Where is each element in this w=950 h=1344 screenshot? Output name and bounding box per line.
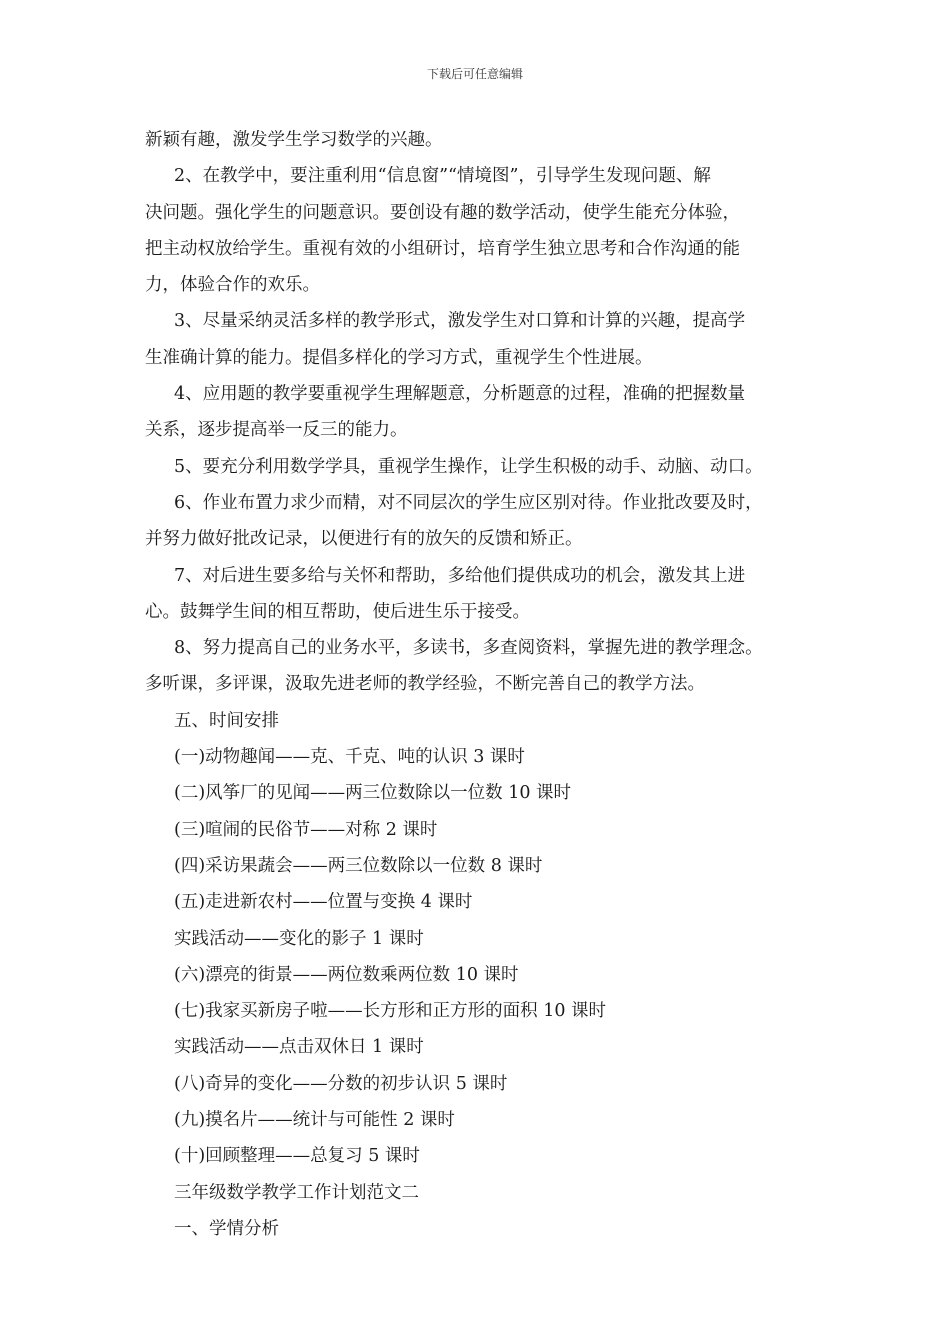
text-line: 三年级数学教学工作计划范文二	[174, 1182, 419, 1203]
text-line: (一)动物趣闻——克、千克、吨的认识 3 课时	[174, 747, 525, 768]
text-line: 一、学情分析	[174, 1218, 279, 1239]
text-line: 6、作业布置力求少而精，对不同层次的学生应区别对待。作业批改要及时，	[174, 492, 763, 513]
text-line: 5、要充分利用数学学具，重视学生操作，让学生积极的动手、动脑、动口。	[174, 456, 763, 477]
text-line: 新颖有趣，激发学生学习数学的兴趣。	[145, 130, 443, 150]
text-line: (十)回顾整理——总复习 5 课时	[174, 1146, 420, 1167]
text-line: 生准确计算的能力。提倡多样化的学习方式，重视学生个性进展。	[145, 347, 653, 368]
text-line: 2、在教学中，要注重利用“信息窗”“情境图”，引导学生发现问题、解	[174, 166, 711, 187]
text-line: (三)喧闹的民俗节——对称 2 课时	[174, 819, 438, 840]
text-line: (五)走进新农村——位置与变换 4 课时	[174, 892, 473, 913]
text-line: 实践活动——变化的影子 1 课时	[174, 928, 424, 949]
text-line: 实践活动——点击双休日 1 课时	[174, 1037, 424, 1058]
text-line: (四)采访果蔬会——两三位数除以一位数 8 课时	[174, 855, 543, 876]
text-line: (七)我家买新房子啦——长方形和正方形的面积 10 课时	[174, 1001, 607, 1022]
text-line: 并努力做好批改记录，以便进行有的放矢的反馈和矫正。	[145, 529, 583, 550]
document-body	[145, 122, 825, 1247]
text-line: 力，体验合作的欢乐。	[145, 275, 320, 296]
text-line: 多听课，多评课，汲取先进老师的教学经验，不断完善自己的教学方法。	[145, 674, 705, 695]
text-line: 3、尽量采纳灵活多样的教学形式，激发学生对口算和计算的兴趣，提高学	[174, 311, 746, 332]
page-header: 下载后可任意编辑	[426, 67, 523, 81]
text-line: 7、对后进生要多给与关怀和帮助，多给他们提供成功的机会，激发其上进	[174, 565, 746, 586]
text-line: (二)风筝厂的见闻——两三位数除以一位数 10 课时	[174, 783, 572, 804]
text-line: 4、应用题的教学要重视学生理解题意，分析题意的过程，准确的把握数量	[174, 384, 746, 405]
text-line: (八)奇异的变化——分数的初步认识 5 课时	[174, 1073, 508, 1094]
text-line: 决问题。强化学生的问题意识。要创设有趣的数学活动，使学生能充分体验，	[145, 202, 740, 223]
text-line: 关系，逐步提高举一反三的能力。	[145, 420, 408, 441]
text-line: (六)漂亮的街景——两位数乘两位数 10 课时	[174, 964, 519, 985]
text-line: 8、努力提高自己的业务水平，多读书，多查阅资料，掌握先进的教学理念。	[174, 638, 763, 659]
text-line: (九)摸名片——统计与可能性 2 课时	[174, 1110, 455, 1131]
text-line: 五、时间安排	[174, 710, 279, 731]
text-line: 心。鼓舞学生间的相互帮助，使后进生乐于接受。	[145, 601, 530, 622]
text-line: 把主动权放给学生。重视有效的小组研讨，培育学生独立思考和合作沟通的能	[145, 238, 740, 259]
